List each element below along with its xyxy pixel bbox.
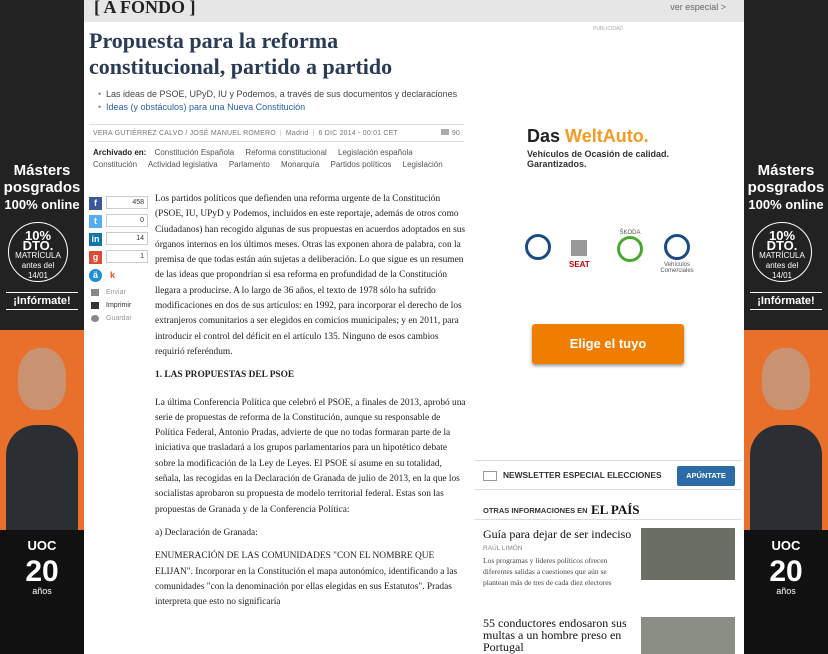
linkedin-share[interactable]: [89, 232, 151, 248]
save-label: Guardar: [106, 315, 132, 322]
subscribe-button[interactable]: APÚNTATE: [677, 466, 735, 486]
ad-person-head: [762, 348, 810, 410]
newsletter-label: NEWSLETTER ESPECIAL ELECCIONES: [503, 470, 662, 480]
vw-logo: [525, 234, 551, 262]
paragraph: La última Conferencia Política que celebró el PSOE, a finales de 2013, aprobó una serie de propuestas de reforma de la Constitución, aunque su responsable de Política Federal, Antonio Pradas, advierte de que no todas formaran parte de la iniciativa que trasladará a los grupos parlamentarios para un hipotético debate sobre la modificación de la Ley de Leyes. El PSOE sí asume en su totalidad, señala, las recogidas en la Declaración de Granada de julio de 2013, en la que los socialistas aprobaron su propuesta de modelo territorial federal. Estas son las propuestas de Granada y de la Conferencia Política:: [155, 397, 466, 515]
print-icon: [91, 302, 99, 309]
archived-tags: [93, 147, 468, 171]
ad-years: 20: [769, 555, 803, 588]
ad-headline: [0, 162, 84, 213]
comments-count[interactable]: [441, 129, 460, 137]
ad-discount: 10% DTO.: [22, 228, 54, 253]
ad-logo: [0, 530, 84, 654]
story-title[interactable]: Guía para dejar de ser indeciso: [483, 527, 632, 541]
tag-link[interactable]: Constitución Española: [154, 148, 235, 157]
ad-person-body: [750, 425, 822, 530]
save-action[interactable]: [89, 312, 151, 325]
story-item[interactable]: [483, 617, 735, 653]
ad-info-button[interactable]: ¡Infórmate!: [6, 292, 78, 310]
kiosko-icon: k: [106, 269, 119, 282]
ad-before: antes del: [765, 261, 799, 270]
tagline-2: Garantizados.: [527, 159, 587, 169]
gplus-count: 1: [106, 250, 148, 263]
other-news-header: [475, 502, 741, 520]
section-heading: 1. LAS PROPUESTAS DEL PSOE: [155, 370, 295, 381]
ad-headline: [744, 162, 828, 213]
twitter-count: 0: [106, 214, 148, 227]
ad-matricula: MATRÍCULA: [759, 251, 805, 260]
tag-link[interactable]: Reforma constitucional: [245, 148, 327, 157]
brand-logos: [525, 230, 715, 278]
paragraph: a) Declaración de Granada:: [155, 527, 258, 538]
related-item: • Las ideas de PSOE, UPyD, IU y Podemos, a través de sus documentos y declaraciones: [98, 88, 457, 101]
archived-label: Archivado en:: [93, 148, 147, 157]
publish-date: 6 DIC 2014 - 00:01 CET: [318, 130, 399, 137]
tag-link[interactable]: Monarquía: [281, 160, 320, 169]
dateline-place: Madrid: [285, 130, 309, 137]
print-label: Imprimir: [106, 302, 132, 309]
linkedin-icon: in: [89, 233, 102, 246]
story-item[interactable]: [483, 528, 735, 588]
ad-tagline: [527, 149, 669, 169]
ad-info-button[interactable]: ¡Infórmate!: [750, 292, 822, 310]
related-link[interactable]: • Ideas (y obstáculos) para una Nueva Constitución: [98, 101, 457, 114]
ad-person-body: [6, 425, 78, 530]
print-action[interactable]: [89, 299, 151, 312]
gplus-share[interactable]: [89, 250, 151, 266]
ad-label: PUBLICIDAD: [592, 26, 623, 32]
ad-line-1: Másters: [13, 162, 71, 179]
uoc-logo: UOC: [27, 538, 57, 553]
section-title[interactable]: [ A FONDO ]: [94, 0, 196, 17]
tag-link[interactable]: Legislación española: [338, 148, 413, 157]
seat-logo: [569, 240, 590, 269]
facebook-icon: f: [89, 197, 102, 210]
twitter-icon: t: [89, 215, 102, 228]
uoc-logo: UOC: [771, 538, 801, 553]
ad-line-2: posgrados: [747, 179, 825, 196]
logo-label: SEAT: [569, 260, 590, 269]
story-image[interactable]: [641, 617, 735, 654]
ad-photo: [744, 330, 828, 530]
comment-icon: [441, 129, 449, 135]
vw-icon: [525, 234, 551, 260]
gplus-icon: g: [89, 251, 102, 264]
skoda-icon: [617, 236, 643, 262]
ad-discount: 10% DTO.: [766, 228, 798, 253]
brand-part-1: Das: [527, 126, 566, 146]
ad-date: 14/01: [771, 271, 793, 280]
vw-commercial-icon: [664, 234, 690, 260]
ad-line-1: Másters: [757, 162, 815, 179]
ad-years-label: años: [32, 586, 52, 596]
other-news-label: OTRAS INFORMACIONES EN: [483, 506, 588, 515]
vw-commercial-logo: [657, 234, 697, 274]
facebook-count: 458: [106, 196, 148, 209]
ad-person-head: [18, 348, 66, 410]
seat-icon: [571, 240, 587, 256]
weltauto-ad[interactable]: [475, 34, 741, 446]
paragraph: Los partidos políticos que defienden una reforma urgente de la Constitución (PSOE, IU, UPyD y Podemos, incluidos en este reportaje, además de otros como Ciudadanos) han recogido algunas de sus propuestas en acuerdos adoptados en sus órganos internos en los últimos meses. Otras las exponen ahora de palabra, con la premisa de que todas están aún sujetas a deliberación. Lo que sigue es un resumen de las ideas que propondrían si esa reforma en profundidad de la Constitución llegara a producirse. A lo largo de 36 años, el texto de 1978 sólo ha sufrido modificaciones en dos de sus artículos: en 1992, para incorporar el derecho de los extranjeros comunitarios a ser elegidos en comicios municipales; y en 2011, para introducir el control del déficit en el artículo 135. Ninguno de esos cambios requirió referéndum.: [155, 194, 466, 357]
tag-link[interactable]: Partidos políticos: [330, 160, 392, 169]
right-rail: [475, 26, 741, 654]
story-image[interactable]: [641, 528, 735, 580]
send-action[interactable]: [89, 286, 151, 299]
story-title[interactable]: 55 conductores endosaron sus multas a un hombre preso en Portugal: [483, 616, 627, 654]
elpais-logo: EL PAÍS: [591, 502, 640, 517]
ad-photo: [0, 330, 84, 530]
article-headline: Propuesta para la reforma constitucional, partido a partido: [89, 28, 393, 79]
ad-line-3: 100% online: [4, 197, 80, 212]
see-special-link[interactable]: ver especial >: [670, 2, 726, 12]
logo-label: ŠKODA: [619, 230, 641, 236]
byline: VERA GUTIÉRREZ CALVO / JOSÉ MANUEL ROMERO | Madrid | 6 DIC 2014 - 00:01 CET 90: [89, 124, 464, 142]
facebook-share[interactable]: [89, 196, 151, 212]
paragraph: ENUMERACIÓN DE LAS COMUNIDADES "CON EL NOMBRE QUE ELIJAN". Incorporar en la Constitución el mapa autonómico, identificando a las comunidades "con la denominación por ellas elegidas en sus Estatutos". Pradas interpreta que esto no significaría: [155, 551, 458, 608]
ad-line-2: posgrados: [3, 179, 81, 196]
tag-link[interactable]: Constitución: [93, 160, 138, 169]
tagline-1: Vehículos de Ocasión de calidad.: [527, 149, 670, 159]
heart-icon: [91, 315, 99, 322]
send-label: Enviar: [106, 289, 126, 296]
envelope-icon: [483, 471, 497, 481]
article-body: [155, 192, 467, 618]
ad-logo: [744, 530, 828, 654]
other-share[interactable]: [89, 268, 151, 284]
ad-discount-badge: [8, 222, 68, 282]
story-author: RAÚL LIMÓN: [483, 545, 523, 552]
ad-date: 14/01: [27, 271, 49, 280]
ad-before: antes del: [21, 261, 55, 270]
mail-icon: [91, 289, 99, 296]
article-page: [84, 0, 744, 654]
twitter-share[interactable]: [89, 214, 151, 230]
social-share: [89, 196, 151, 325]
left-skyscraper-ad[interactable]: [0, 0, 84, 654]
logo-label: Vehículos Comerciales: [660, 262, 694, 274]
skoda-logo: [617, 230, 643, 264]
brand-part-2: WeltAuto.: [565, 126, 649, 146]
authors[interactable]: VERA GUTIÉRREZ CALVO / JOSÉ MANUEL ROMERO: [93, 130, 276, 137]
ad-years-label: años: [776, 586, 796, 596]
ad-years: 20: [25, 555, 59, 588]
ad-discount-badge: [752, 222, 812, 282]
newsletter-box: [475, 460, 741, 490]
tag-link[interactable]: Parlamento: [228, 160, 270, 169]
story-desc: Los programas y líderes políticos ofrecen diferentes salidas a cuestiones que aún se plantean más de tres de cada diez electores: [483, 556, 612, 587]
section-bar: [84, 0, 744, 22]
related-bullets: [98, 88, 457, 114]
tag-link[interactable]: Actividad legislativa: [147, 160, 218, 169]
ad-brand: [527, 126, 649, 147]
ad-line-3: 100% online: [748, 197, 824, 212]
linkedin-count: 14: [106, 232, 148, 245]
tag-link[interactable]: Legislación: [402, 160, 443, 169]
ad-cta-button[interactable]: Elige el tuyo: [532, 324, 684, 364]
comments-number: 90: [451, 130, 460, 137]
right-skyscraper-ad[interactable]: [744, 0, 828, 654]
meneame-icon: ä: [89, 269, 102, 282]
ad-matricula: MATRÍCULA: [15, 251, 61, 260]
